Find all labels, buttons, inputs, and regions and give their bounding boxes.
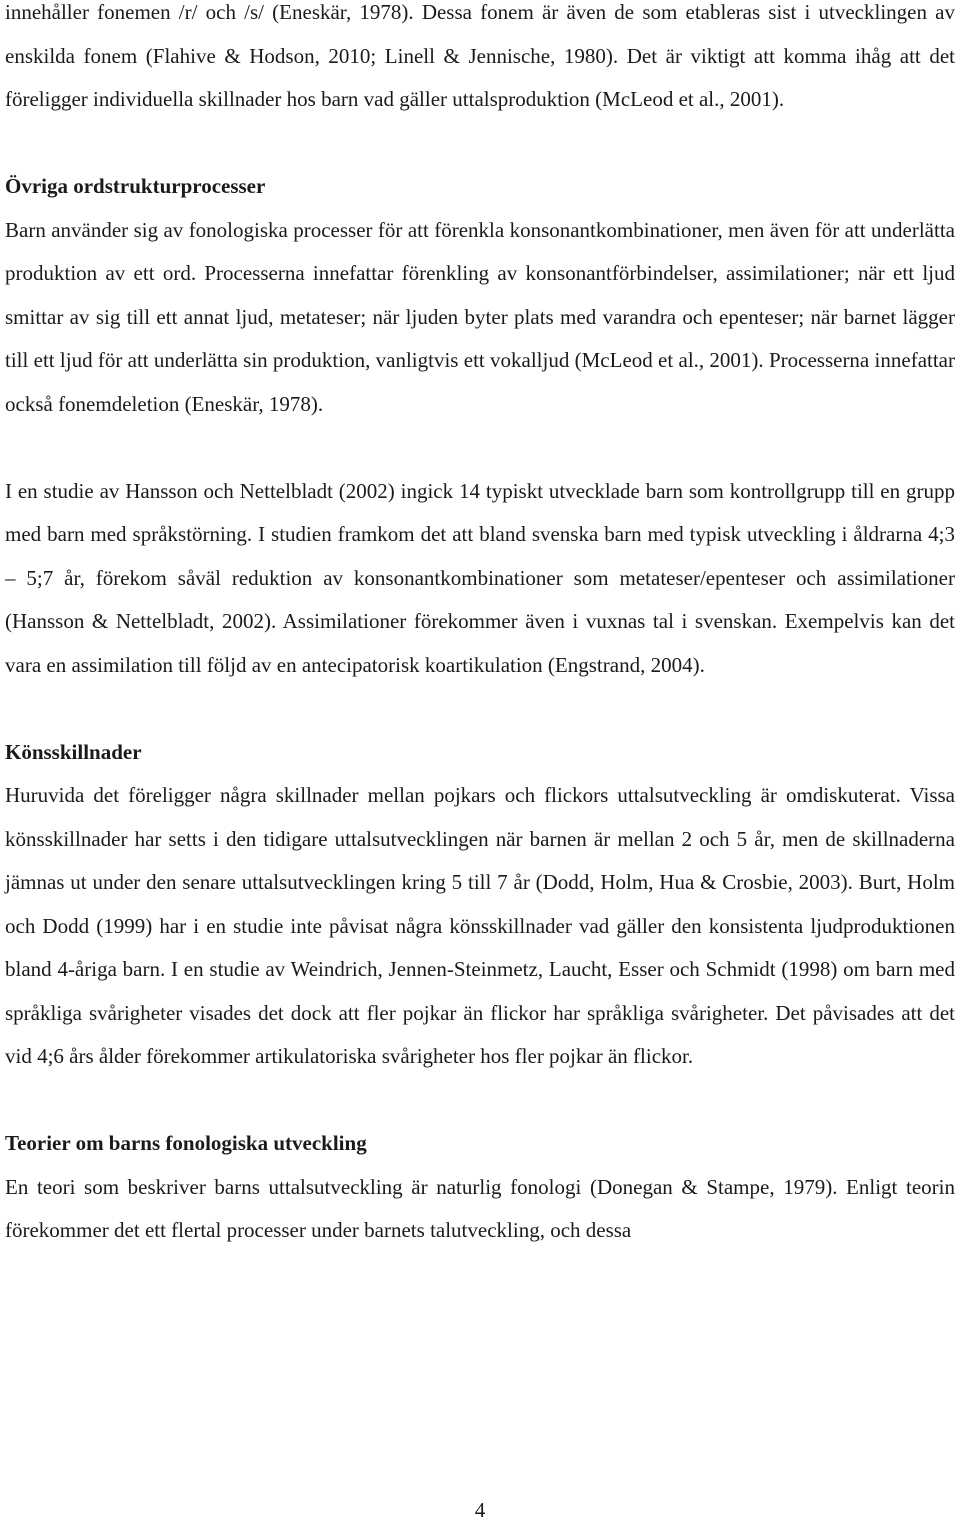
heading-gender-differences: Könsskillnader: [5, 739, 142, 764]
paragraph-gap: [5, 687, 955, 731]
paragraph-phonological-processes: Barn använder sig av fonologiska processer för att förenkla konsonantkombinationer, men även för att underlätta produktion av ett ord. Processerna innefattar förenkling av konsonantförbindelser, assimilationer; när ett ljud smittar av sig till ett annat ljud, metateser; när ljuden byter plats med varandra och epenteser; när barnet lägger till ett ljud för att underlätta sin produktion, vanligtvis ett vokalljud (McLeod et al., 2001). Processerna innefattar också fonemdeletion (Eneskär, 1978).: [5, 217, 955, 416]
paragraph-gap: [5, 122, 955, 166]
paragraph-phoneme-development: innehåller fonemen /r/ och /s/ (Eneskär, 1978). Dessa fonem är även de som etableras sist i utvecklingen av enskilda fonem (Flahive & Hodson, 2010; Linell & Jennische, 1980). Det är viktigt att komma ihåg att det föreligger individuella skillnader hos barn vad gäller uttalsproduktion (McLeod et al., 2001).: [5, 0, 955, 111]
paragraph-gap: [5, 1079, 955, 1123]
heading-phonological-theories: Teorier om barns fonologiska utveckling: [5, 1131, 367, 1155]
document-page: [5, 0, 955, 1253]
paragraph-gender-differences: Huruvida det föreligger några skillnader mellan pojkars och flickors uttalsutveckling är omdiskuterat. Vissa könsskillnader har setts i den tidigare uttalsutvecklingen när barnen är mellan 2 och 5 år, men de skillnaderna jämnas ut under den senare uttalsutvecklingen kring 5 till 7 år (Dodd, Holm, Hua & Crosbie, 2003). Burt, Holm och Dodd (1999) har i en studie inte påvisat några könsskillnader vad gäller den konsistenta ljudproduktionen bland 4-åriga barn. I en studie av Weindrich, Jennen-Steinmetz, Laucht, Esser och Schmidt (1998) om barn med språkliga svårigheter visades det dock att fler pojkar än flickor har språkliga svårigheter. Det påvisades att det vid 4;6 års ålder förekommer artikulatoriska svårigheter hos fler pojkar än flickor.: [5, 783, 955, 1068]
paragraph-gap: [5, 426, 955, 470]
paragraph-hansson-study: I en studie av Hansson och Nettelbladt (2002) ingick 14 typiskt utvecklade barn som kontrollgrupp till en grupp med barn med språkstörning. I studien framkom det att bland svenska barn med typisk utveckling i åldrarna 4;3 – 5;7 år, förekom såväl reduktion av konsonantkombinationer som metateser/epenteser och assimilationer (Hansson & Nettelbladt, 2002). Assimilationer förekommer även i vuxnas tal i svenskan. Exempelvis kan det vara en assimilation till följd av en antecipatorisk koartikulation (Engstrand, 2004).: [5, 478, 955, 677]
paragraph-natural-phonology: En teori som beskriver barns uttalsutveckling är naturlig fonologi (Donegan & Stampe, 1979). Enligt teorin förekommer det ett flertal processer under barnets talutveckling, och dessa: [5, 1174, 955, 1242]
page-number: 4: [474, 1498, 486, 1522]
heading-word-structure-processes: Övriga ordstrukturprocesser: [5, 174, 266, 198]
